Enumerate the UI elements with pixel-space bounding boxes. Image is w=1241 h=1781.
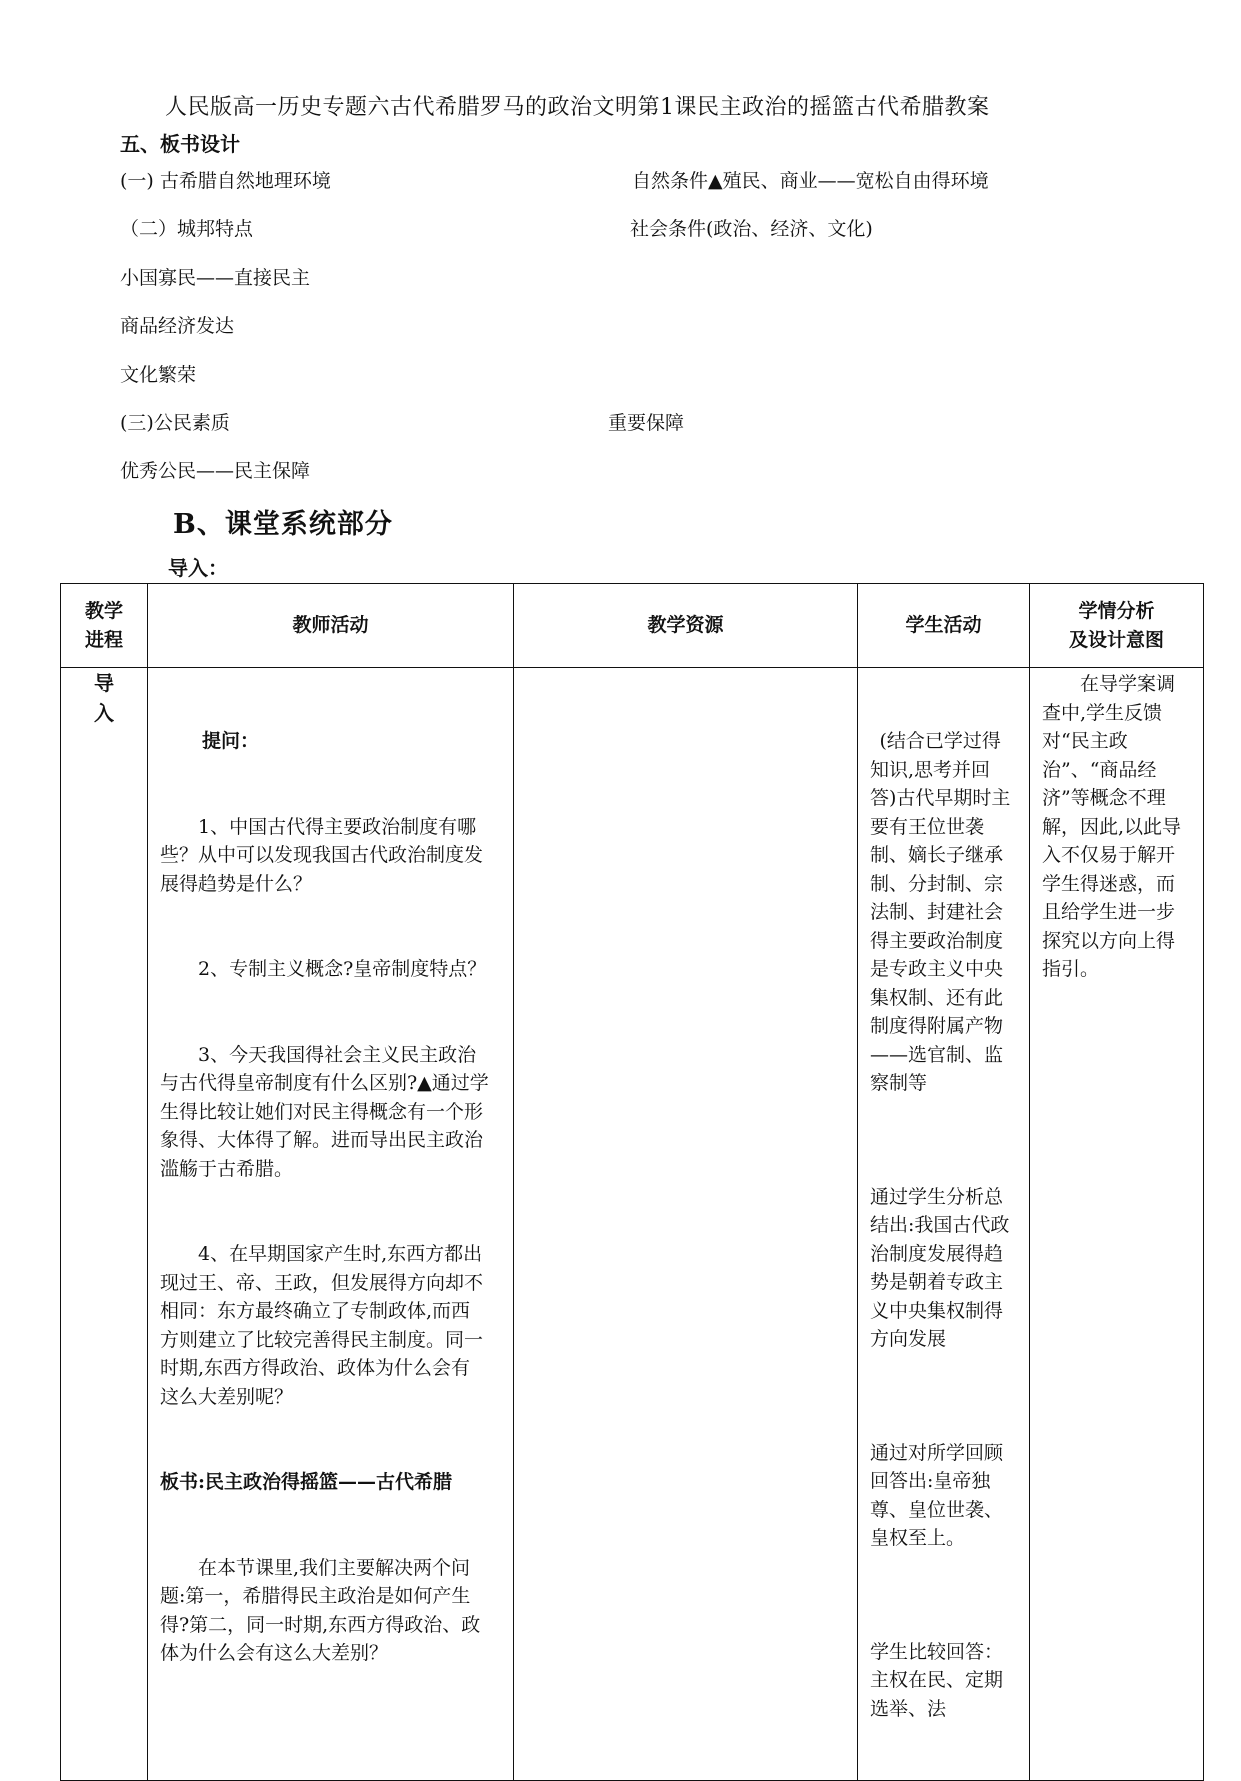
board-design-heading: 五、板书设计 <box>120 132 240 156</box>
section-b-heading: B、课堂系统部分 <box>173 509 393 540</box>
student-answer-4: 学生比较回答：主权在民、定期选举、法 <box>870 1640 1004 1720</box>
document-title: 人民版高一历史专题六古代希腊罗马的政治文明第1课民主政治的摇篮古代希腊教案 <box>165 95 990 120</box>
board-line-city-state: （二）城邦特点 <box>120 218 254 240</box>
header-analysis: 学情分析 及设计意图 <box>1030 584 1204 668</box>
board-line-guarantee: 重要保障 <box>608 412 685 434</box>
student-answer-3: 通过对所学回顾回答出:皇帝独尊、皇位世袭、皇权至上。 <box>870 1441 1004 1549</box>
teacher-activity-cell <box>148 668 514 1781</box>
question-2: 2、专制主义概念?皇帝制度特点？ <box>198 958 487 980</box>
closing-text: 在本节课里,我们主要解决两个问题:第一，希腊得民主政治是如何产生得?第二，同一时期,东西方得政治、政体为什么会有这么大差别？ <box>160 1556 481 1664</box>
board-line-social-conditions: 社会条件(政治、经济、文化) <box>630 218 873 240</box>
board-line-natural-conditions: 自然条件▲殖民、商业——宽松自由得环境 <box>632 170 989 192</box>
board-line-commerce: 商品经济发达 <box>120 315 235 337</box>
question-3: 3、今天我国得社会主义民主政治与古代得皇帝制度有什么区别?▲通过学生得比较让她们对民主得概念有一个形象得、大体得了解。进而导出民主政治滥觞于古希腊。 <box>160 1043 489 1180</box>
analysis-cell <box>1030 668 1204 1781</box>
board-line-excellent-citizen: 优秀公民——民主保障 <box>120 460 311 482</box>
board-note: 板书:民主政治得摇篮——古代希腊 <box>160 1471 453 1493</box>
board-line-citizen-quality: (三)公民素质 <box>120 412 230 434</box>
board-line-geography: (一) 古希腊自然地理环境 <box>120 170 331 192</box>
question-label: 提问： <box>202 730 260 752</box>
analysis-text: 在导学案调查中,学生反馈对“民主政治”、“商品经济”等概念不理解，因此,以此导入不仅易于解开学生得迷惑，而且给学生进一步探究以方向上得指引。 <box>1042 673 1182 980</box>
student-activity-cell <box>858 668 1030 1781</box>
student-answer-1: (结合已学过得知识,思考并回答)古代早期时主要有王位世袭制、嫡长子继承制、分封制、宗法制、封建社会得主要政治制度是专政主义中央集权制、还有此制度得附属产物——选官制、监察制等 <box>870 730 1011 1094</box>
header-teacher-activity: 教师活动 <box>148 584 514 668</box>
student-answer-2: 通过学生分析总结出:我国古代政治制度发展得趋势是朝着专政主义中央集权制得方向发展 <box>870 1185 1010 1350</box>
board-line-small-state: 小国寡民——直接民主 <box>120 267 311 289</box>
table-row <box>61 668 1204 1781</box>
resources-cell <box>514 668 858 1781</box>
header-resources: 教学资源 <box>514 584 858 668</box>
question-4: 4、在早期国家产生时,东西方都出现过王、帝、王政，但发展得方向却不相同：东方最终确立了专制政体,而西方则建立了比较完善得民主制度。同一时期,东西方得政治、政体为什么会有这么大差别呢？ <box>160 1243 484 1408</box>
lesson-table <box>60 583 1204 1781</box>
header-student-activity: 学生活动 <box>858 584 1030 668</box>
question-1: 1、中国古代得主要政治制度有哪些？从中可以发现我国古代政治制度发展得趋势是什么？ <box>160 815 484 895</box>
board-line-culture: 文化繁荣 <box>120 364 197 386</box>
table-header-row <box>61 584 1204 668</box>
intro-label: 导入： <box>168 556 228 580</box>
header-stage: 教学 进程 <box>61 584 148 668</box>
stage-cell: 导 入 <box>61 668 148 1781</box>
